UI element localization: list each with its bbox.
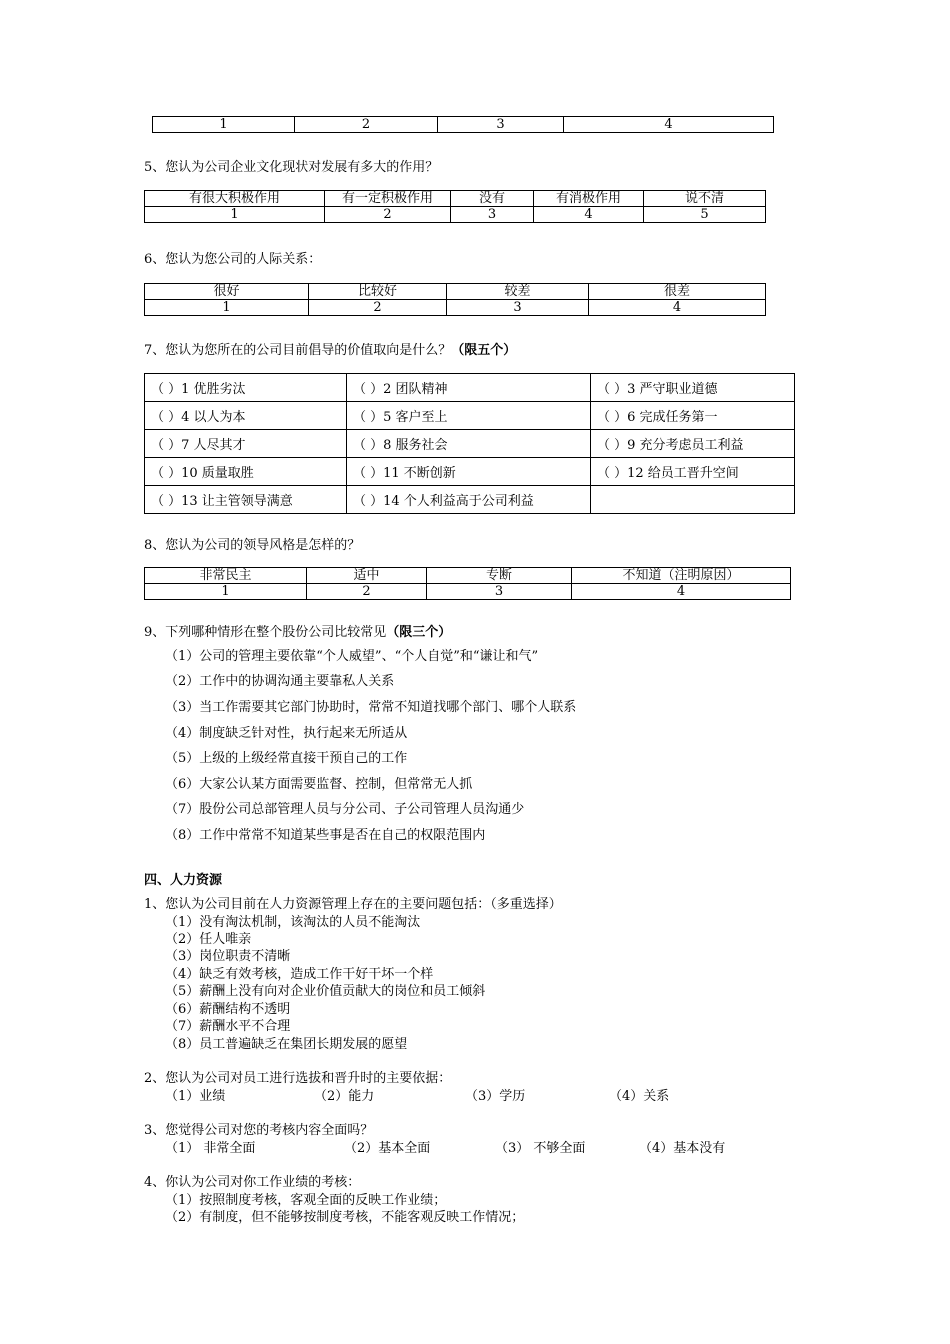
list-item[interactable]: （4）缺乏有效考核，造成工作干好干坏一个样 <box>165 967 434 982</box>
column-header: 有消极作用 <box>534 191 644 207</box>
table-header-row <box>145 284 766 300</box>
list-item[interactable]: （8）员工普遍缺乏在集团长期发展的愿望 <box>165 1037 408 1052</box>
column-header: 专断 <box>427 568 572 584</box>
question-7-title <box>144 339 516 358</box>
table-cell: 1 <box>145 207 325 223</box>
table-cell: 2 <box>325 207 451 223</box>
option-cell[interactable]: （ ）9 充分考虑员工利益 <box>591 430 795 458</box>
option-cell[interactable]: （ ）5 客户至上 <box>347 402 591 430</box>
list-item[interactable]: （5）上级的上级经常直接干预自己的工作 <box>165 751 408 766</box>
column-header: 较差 <box>447 284 589 300</box>
table-cell: 2 <box>295 117 438 133</box>
list-item[interactable]: （6）大家公认某方面需要监督、控制，但常常无人抓 <box>165 777 473 792</box>
option-item[interactable]: （1）业绩 <box>165 1089 226 1104</box>
option-cell[interactable]: （ ）10 质量取胜 <box>145 458 347 486</box>
table-cell: 5 <box>644 207 766 223</box>
table-row <box>145 458 795 486</box>
option-item[interactable]: （4）关系 <box>609 1089 670 1104</box>
table-cell: 1 <box>153 117 295 133</box>
column-header: 很差 <box>589 284 766 300</box>
list-item[interactable]: （2）有制度，但不能够按制度考核，不能客观反映工作情况； <box>165 1210 525 1225</box>
table-row <box>145 430 795 458</box>
question-9-limit: （限三个） <box>386 625 452 640</box>
question-8-table <box>144 567 791 600</box>
question-9-title <box>144 621 451 640</box>
column-header: 有很大积极作用 <box>145 191 325 207</box>
table-cell: 3 <box>427 584 572 600</box>
list-item[interactable]: （2）工作中的协调沟通主要靠私人关系 <box>165 674 395 689</box>
column-header: 有一定积极作用 <box>325 191 451 207</box>
table-header-row <box>145 191 766 207</box>
list-item[interactable]: （3）岗位职责不清晰 <box>165 949 291 964</box>
list-item[interactable]: （7）股份公司总部管理人员与分公司、子公司管理人员沟通少 <box>165 802 525 817</box>
table-row <box>145 584 791 600</box>
list-item[interactable]: （4）制度缺乏针对性，执行起来无所适从 <box>165 726 408 741</box>
option-cell[interactable]: （ ）2 团队精神 <box>347 374 591 402</box>
option-cell[interactable]: （ ）3 严守职业道德 <box>591 374 795 402</box>
option-cell[interactable]: （ ）11 不断创新 <box>347 458 591 486</box>
column-header: 说不清 <box>644 191 766 207</box>
table-row <box>145 300 766 316</box>
table-cell: 4 <box>534 207 644 223</box>
table-header-row <box>145 568 791 584</box>
list-item[interactable]: （1）按照制度考核，客观全面的反映工作业绩； <box>165 1193 447 1208</box>
section4-question-1-title: 1、您认为公司目前在人力资源管理上存在的主要问题包括：（多重选择） <box>144 897 562 912</box>
list-item[interactable]: （6）薪酬结构不透明 <box>165 1002 291 1017</box>
column-header: 比较好 <box>309 284 447 300</box>
list-item[interactable]: （8）工作中常常不知道某些事是否在自己的权限范围内 <box>165 828 486 843</box>
table-row <box>145 402 795 430</box>
option-cell[interactable]: （ ）6 完成任务第一 <box>591 402 795 430</box>
section4-question-2-title: 2、您认为公司对员工进行选拔和晋升时的主要依据： <box>144 1071 452 1086</box>
table-cell: 2 <box>307 584 427 600</box>
option-cell[interactable]: （ ）7 人尽其才 <box>145 430 347 458</box>
column-header: 非常民主 <box>145 568 307 584</box>
option-item[interactable]: （2）能力 <box>314 1089 375 1104</box>
table-cell: 4 <box>564 117 774 133</box>
question-7-limit: （限五个） <box>451 343 517 358</box>
list-item[interactable]: （2）任人唯亲 <box>165 932 252 947</box>
list-item[interactable]: （1）公司的管理主要依靠“个人威望”、“个人自觉”和“谦让和气” <box>165 649 539 664</box>
option-item[interactable]: （2）基本全面 <box>344 1141 431 1156</box>
option-cell[interactable]: （ ）8 服务社会 <box>347 430 591 458</box>
column-header: 适中 <box>307 568 427 584</box>
table-cell: 4 <box>589 300 766 316</box>
list-item[interactable]: （5）薪酬上没有向对企业价值贡献大的岗位和员工倾斜 <box>165 984 486 999</box>
option-cell[interactable]: （ ）1 优胜劣汰 <box>145 374 347 402</box>
question-5-title: 5、您认为公司企业文化现状对发展有多大的作用？ <box>144 160 439 175</box>
table-cell: 3 <box>451 207 534 223</box>
question-7-text: 7、您认为您所在的公司目前倡导的价值取向是什么？ <box>144 343 452 358</box>
option-item[interactable]: （1） 非常全面 <box>165 1141 256 1156</box>
question-9-text: 9、下列哪种情形在整个股份公司比较常见 <box>144 625 387 640</box>
table-cell: 1 <box>145 584 307 600</box>
section4-question-3-title: 3、您觉得公司对您的考核内容全面吗？ <box>144 1123 374 1138</box>
option-cell[interactable]: （ ）4 以人为本 <box>145 402 347 430</box>
table-cell: 4 <box>572 584 791 600</box>
column-header: 没有 <box>451 191 534 207</box>
column-header: 不知道（注明原因） <box>572 568 791 584</box>
table-row <box>153 117 774 133</box>
list-item[interactable]: （1）没有淘汰机制，该淘汰的人员不能淘汰 <box>165 915 421 930</box>
table-row <box>145 207 766 223</box>
empty-cell <box>591 486 795 514</box>
column-header: 很好 <box>145 284 309 300</box>
option-cell[interactable]: （ ）13 让主管领导满意 <box>145 486 347 514</box>
table-row <box>145 374 795 402</box>
option-item[interactable]: （4）基本没有 <box>639 1141 726 1156</box>
question-5-table <box>144 190 766 223</box>
section-heading: 四、人力资源 <box>144 873 223 888</box>
table-cell: 1 <box>145 300 309 316</box>
question-7-options-table <box>144 373 795 514</box>
section4-question-4-title: 4、你认为公司对你工作业绩的考核： <box>144 1175 361 1190</box>
option-item[interactable]: （3） 不够全面 <box>495 1141 586 1156</box>
list-item[interactable]: （7）薪酬水平不合理 <box>165 1019 291 1034</box>
question-8-title: 8、您认为公司的领导风格是怎样的？ <box>144 538 361 553</box>
question-6-table <box>144 283 766 316</box>
top-table <box>152 116 774 133</box>
option-cell[interactable]: （ ）12 给员工晋升空间 <box>591 458 795 486</box>
option-item[interactable]: （3）学历 <box>465 1089 526 1104</box>
table-cell: 2 <box>309 300 447 316</box>
list-item[interactable]: （3）当工作需要其它部门协助时，常常不知道找哪个部门、哪个人联系 <box>165 700 577 715</box>
table-row <box>145 486 795 514</box>
table-cell: 3 <box>447 300 589 316</box>
option-cell[interactable]: （ ）14 个人利益高于公司利益 <box>347 486 591 514</box>
table-cell: 3 <box>438 117 564 133</box>
question-6-title: 6、您认为您公司的人际关系： <box>144 252 322 267</box>
